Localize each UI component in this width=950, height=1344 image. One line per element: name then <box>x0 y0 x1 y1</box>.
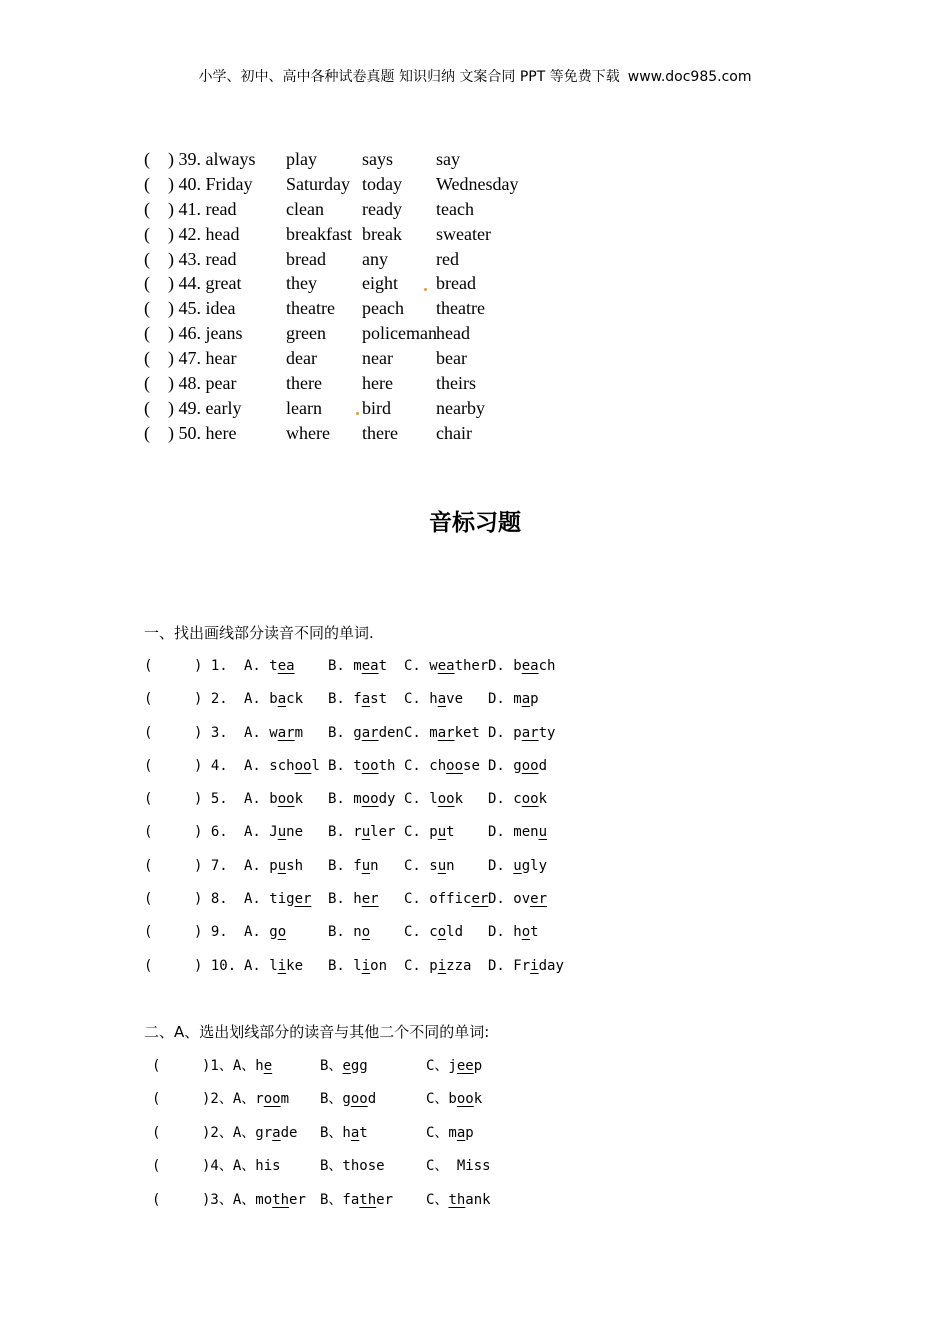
option-word: there <box>362 422 398 443</box>
header-text: 小学、初中、高中各种试卷真题 知识归纳 文案合同 PPT 等免费下载 <box>198 69 620 85</box>
underlined-letters: th <box>359 1191 377 1208</box>
option-b: B. moody <box>328 791 396 808</box>
question-number-word: ) 41. read <box>168 198 237 219</box>
answer-paren: ( <box>144 397 150 418</box>
underlined-letters: ea <box>277 658 295 674</box>
question-number: )2、A、grade <box>202 1124 298 1141</box>
question-number: ) 4. <box>194 757 228 774</box>
option-c: C、 Miss <box>426 1158 491 1175</box>
question-number: ) 10. <box>194 957 237 974</box>
option-b: B. fast <box>328 691 388 708</box>
option-word: green <box>286 323 326 344</box>
question-number: )1、A、he <box>202 1058 273 1074</box>
option-a: A、his <box>232 1158 281 1175</box>
underlined-letters: ea <box>521 658 539 674</box>
underlined-letters: oo <box>277 791 295 808</box>
question-number-word: ) 48. pear <box>168 373 237 394</box>
option-word: bread <box>436 273 476 294</box>
underlined-letters: u <box>361 824 371 841</box>
underlined-letters: a <box>521 691 531 708</box>
option-b: B、father <box>320 1191 394 1208</box>
option-word: any <box>362 248 388 269</box>
option-word: chair <box>436 422 472 443</box>
answer-paren: ( <box>144 857 153 874</box>
option-word: policeman <box>362 323 437 344</box>
option-c: C. put <box>404 824 455 841</box>
option-b: B、those <box>320 1158 385 1175</box>
option-word: bread <box>286 248 326 269</box>
answer-paren: ( <box>144 724 153 741</box>
answer-paren: ( <box>144 658 153 674</box>
option-word: nearby <box>436 397 485 418</box>
option-word: learn <box>286 397 322 418</box>
underlined-letters: i <box>277 957 287 974</box>
option-b: B. garden <box>328 724 404 741</box>
underlined-letters: ar <box>437 724 455 741</box>
option-b: B、egg <box>320 1058 368 1074</box>
question-number: ) 5. <box>194 791 228 808</box>
answer-paren: ( <box>144 957 153 974</box>
question-number-word: ) 39. always <box>168 149 256 169</box>
underlined-letters: o <box>361 924 371 941</box>
option-word: sweater <box>436 223 491 244</box>
option-b: B. ruler <box>328 824 396 841</box>
underlined-letters: oo <box>437 791 455 808</box>
underlined-letters: u <box>437 857 447 874</box>
answer-paren: ( <box>144 691 153 708</box>
option-word: dear <box>286 348 317 369</box>
option-word: near <box>362 348 393 369</box>
answer-paren: ( <box>144 757 153 774</box>
option-a: A、mother <box>232 1191 306 1208</box>
answer-paren: ( <box>152 1158 161 1175</box>
option-b: B. lion <box>328 957 388 974</box>
page-header <box>0 66 950 86</box>
option-c: C. choose <box>404 757 480 774</box>
option-d: D. menu <box>488 824 548 841</box>
option-word: here <box>362 373 393 394</box>
option-word: theatre <box>436 298 485 319</box>
answer-paren: ( <box>144 198 150 219</box>
option-c: C. look <box>404 791 464 808</box>
option-word: there <box>286 373 322 394</box>
option-a: A、grade <box>232 1124 298 1141</box>
answer-paren: ( <box>144 791 153 808</box>
option-word: theirs <box>436 373 476 394</box>
option-word: head <box>436 323 470 344</box>
option-b: B、hat <box>320 1124 368 1141</box>
underlined-letters: u <box>361 857 371 874</box>
option-a: A. school <box>244 757 320 774</box>
underlined-letters: er <box>294 891 312 908</box>
underlined-letters: u <box>513 857 522 874</box>
option-word: where <box>286 422 330 443</box>
option-b: B. no <box>328 924 371 941</box>
question-number: ) 1. <box>194 658 228 674</box>
option-word: clean <box>286 198 324 219</box>
underlined-letters: th <box>448 1191 466 1208</box>
decorative-dot <box>424 288 427 291</box>
answer-paren: ( <box>144 348 150 369</box>
question-number-word: ) 46. jeans <box>168 323 243 344</box>
answer-paren: ( <box>152 1124 161 1141</box>
option-a: A. like <box>244 957 304 974</box>
section-title: 音标习题 <box>429 510 521 536</box>
underlined-letters: a <box>272 1124 281 1141</box>
question-number: )4、A、his <box>202 1158 281 1175</box>
underlined-letters: ea <box>361 658 379 674</box>
underlined-letters: ar <box>521 724 539 741</box>
answer-paren: ( <box>144 891 153 908</box>
option-word: breakfast <box>286 223 352 244</box>
underlined-letters: i <box>361 957 371 974</box>
question-number: ) 2. <box>194 691 228 708</box>
option-c: C. have <box>404 691 464 708</box>
option-d: D. ugly <box>488 857 548 874</box>
answer-paren: ( <box>144 422 150 443</box>
section-1-heading: 一、找出画线部分读音不同的单词. <box>144 624 374 642</box>
underlined-letters: oo <box>361 757 379 774</box>
header-url[interactable]: www.doc985.com <box>627 69 752 85</box>
option-d: D. cook <box>488 791 548 808</box>
option-word: Saturday <box>286 173 350 194</box>
option-c: C、book <box>426 1091 483 1108</box>
answer-paren: ( <box>144 248 150 269</box>
option-c: C、jeep <box>426 1058 483 1074</box>
option-d: D. beach <box>488 658 556 674</box>
underlined-letters: oo <box>446 757 464 774</box>
underlined-letters: er <box>530 891 548 908</box>
option-a: A. June <box>244 824 304 841</box>
option-word: eight <box>362 273 398 294</box>
underlined-letters: a <box>361 691 371 708</box>
underlined-letters: ar <box>277 724 295 741</box>
option-a: A. book <box>244 791 304 808</box>
option-b: B. tooth <box>328 757 396 774</box>
answer-paren: ( <box>152 1091 161 1108</box>
underlined-letters: oo <box>294 757 312 774</box>
option-word: red <box>436 248 459 269</box>
option-a: A. tiger <box>244 891 312 908</box>
question-number-word: ) 44. great <box>168 273 242 294</box>
question-number: ) 7. <box>194 857 228 874</box>
underlined-letters: i <box>437 957 447 974</box>
underlined-letters: o <box>437 924 447 941</box>
underlined-letters: u <box>437 824 447 841</box>
option-c: C、map <box>426 1124 474 1141</box>
answer-paren: ( <box>152 1191 161 1208</box>
option-word: say <box>436 149 460 169</box>
answer-paren: ( <box>144 323 150 344</box>
question-number: )3、A、mother <box>202 1191 306 1208</box>
option-word: break <box>362 223 402 244</box>
option-word: theatre <box>286 298 335 319</box>
question-number-word: ) 49. early <box>168 397 242 418</box>
answer-paren: ( <box>144 173 150 194</box>
underlined-letters: a <box>456 1124 466 1141</box>
option-c: C. sun <box>404 857 455 874</box>
underlined-letters: oo <box>456 1091 474 1108</box>
option-b: B. her <box>328 891 379 908</box>
option-b: B. fun <box>328 857 379 874</box>
option-d: D. hot <box>488 924 539 941</box>
option-word: bear <box>436 348 467 369</box>
underlined-letters: ee <box>456 1058 474 1074</box>
option-a: A. warm <box>244 724 304 741</box>
option-a: A、room <box>232 1091 290 1108</box>
answer-paren: ( <box>144 824 153 841</box>
question-number-word: ) 50. here <box>168 422 237 443</box>
question-number: ) 6. <box>194 824 228 841</box>
answer-paren: ( <box>144 149 150 169</box>
underlined-letters: o <box>521 924 531 941</box>
option-word: Wednesday <box>436 173 519 194</box>
question-number: ) 9. <box>194 924 228 941</box>
question-number: ) 8. <box>194 891 228 908</box>
answer-paren: ( <box>144 924 153 941</box>
option-word: they <box>286 273 317 294</box>
underlined-letters: oo <box>263 1091 281 1108</box>
answer-paren: ( <box>144 298 150 319</box>
option-word: says <box>362 149 393 169</box>
option-b: B、good <box>320 1091 377 1108</box>
option-word: today <box>362 173 402 194</box>
answer-paren: ( <box>144 273 150 294</box>
option-d: D. Friday <box>488 957 564 974</box>
answer-paren: ( <box>144 223 150 244</box>
option-a: A. back <box>244 691 304 708</box>
option-word: ready <box>362 198 402 219</box>
underlined-letters: u <box>277 857 287 874</box>
option-c: C. officer <box>404 891 489 908</box>
answer-paren: ( <box>152 1058 161 1074</box>
option-word: bird <box>362 397 391 418</box>
underlined-letters: a <box>350 1124 360 1141</box>
underlined-letters: e <box>263 1058 273 1074</box>
option-a: A、he <box>232 1058 273 1074</box>
underlined-letters: i <box>530 957 539 974</box>
underlined-letters: e <box>342 1058 351 1074</box>
section-2-heading: 二、A、选出划线部分的读音与其他二个不同的单词: <box>144 1023 490 1041</box>
question-number-word: ) 42. head <box>168 223 240 244</box>
option-word: peach <box>362 298 404 319</box>
underlined-letters: oo <box>521 791 539 808</box>
underlined-letters: a <box>437 691 447 708</box>
question-number-word: ) 40. Friday <box>168 173 253 194</box>
option-a: A. tea <box>244 658 295 674</box>
option-c: C. market <box>404 724 480 741</box>
question-number: ) 3. <box>194 724 228 741</box>
answer-paren: ( <box>144 373 150 394</box>
underlined-letters: ar <box>361 724 379 741</box>
underlined-letters: er <box>361 891 379 908</box>
question-number-word: ) 43. read <box>168 248 237 269</box>
underlined-letters: oo <box>521 757 539 774</box>
option-d: D. party <box>488 724 556 741</box>
option-c: C. pizza <box>404 957 472 974</box>
underlined-letters: th <box>272 1191 290 1208</box>
underlined-letters: oo <box>361 791 379 808</box>
option-a: A. go <box>244 924 287 941</box>
underlined-letters: u <box>538 824 548 841</box>
option-a: A. push <box>244 857 304 874</box>
option-d: D. map <box>488 691 539 708</box>
underlined-letters: o <box>277 924 287 941</box>
option-c: C. cold <box>404 924 464 941</box>
option-d: D. good <box>488 757 548 774</box>
question-number-word: ) 47. hear <box>168 348 237 369</box>
underlined-letters: a <box>277 691 287 708</box>
question-number: )2、A、room <box>202 1091 290 1108</box>
underlined-letters: oo <box>350 1091 368 1108</box>
option-b: B. meat <box>328 658 388 674</box>
question-number-word: ) 45. idea <box>168 298 236 319</box>
underlined-letters: er <box>471 891 489 908</box>
option-c: C. weather <box>404 658 489 674</box>
decorative-dot <box>356 412 359 415</box>
option-d: D. over <box>488 891 548 908</box>
underlined-letters: ea <box>437 658 455 674</box>
option-word: play <box>286 149 317 169</box>
option-word: teach <box>436 198 474 219</box>
option-c: C、thank <box>426 1191 491 1208</box>
underlined-letters: u <box>277 824 287 841</box>
